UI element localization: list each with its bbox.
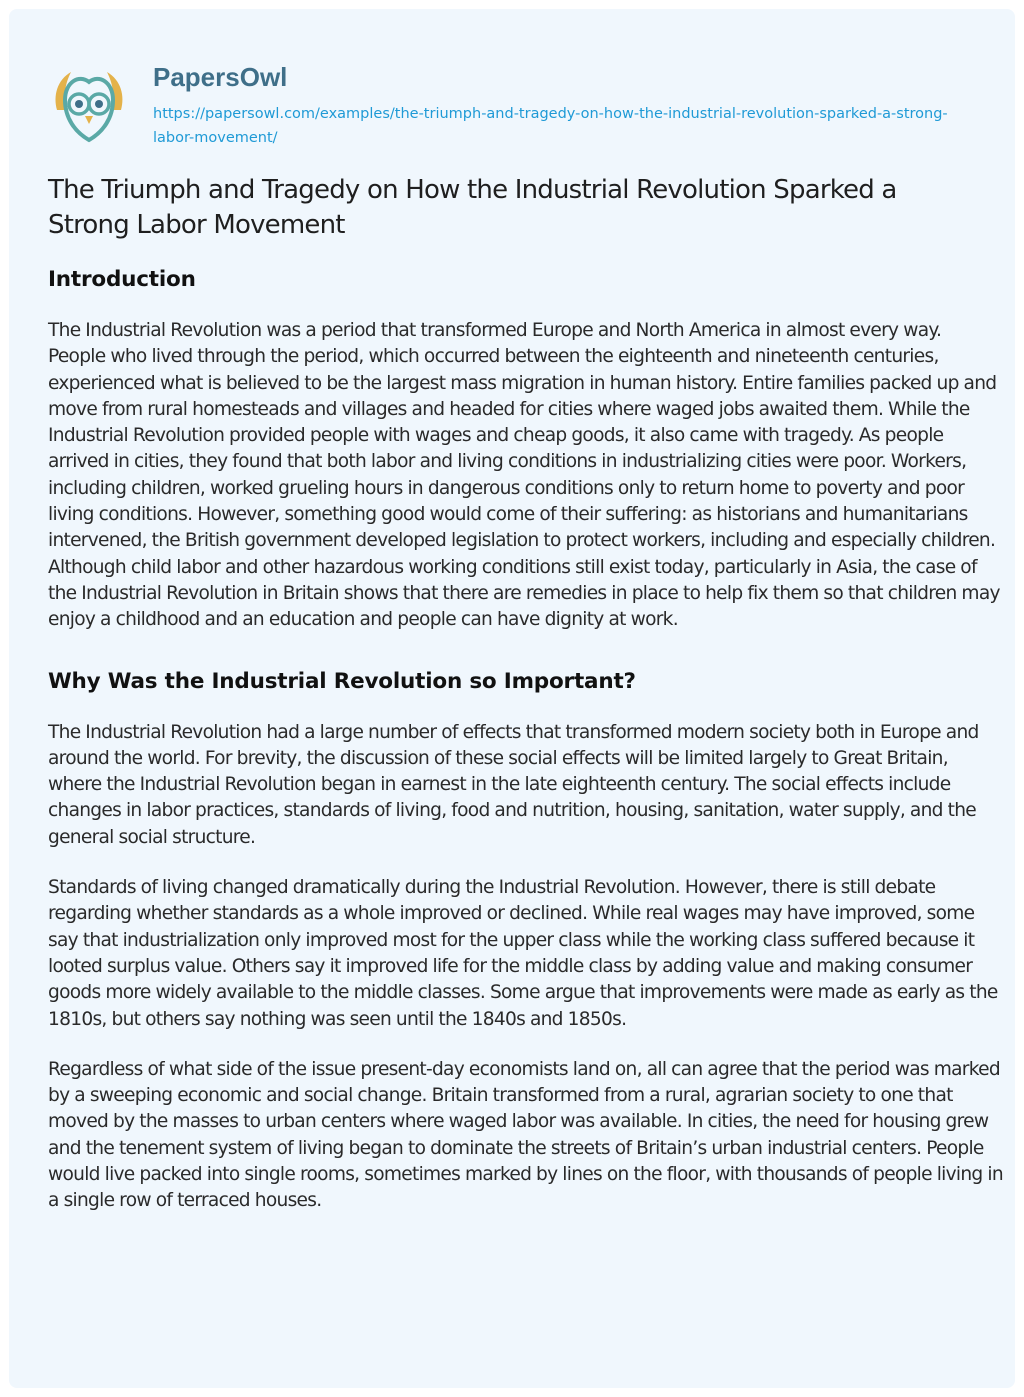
section-heading-importance: Why Was the Industrial Revolution so Important?	[48, 668, 636, 694]
document-body	[48, 265, 1003, 1239]
owl-logo-icon	[49, 66, 129, 146]
paragraph: The Industrial Revolution had a large number of effects that transformed modern society both in Europe and around the world. For brevity, the discussion of these social effects will be limited largely to Great Britain, where the Industrial Revolution began in earnest in the late eighteenth century. The social effects include changes in labor practices, standards of living, food and nutrition, housing, sanitation, water supply, and the general social structure.	[48, 721, 979, 848]
paragraph: Regardless of what side of the issue present-day economists land on, all can agree that the period was marked by a sweeping economic and social change. Britain transformed from a rural, agrarian society to one that moved by the masses to urban centers where waged labor was available. In cities, the need for housing grew and the tenement system of living began to dominate the streets of Britain’s urban industrial centers. People would live packed into single rooms, sometimes marked by lines on the floor, with thousands of people living in a single row of terraced houses.	[48, 1058, 1003, 1212]
paragraph: The Industrial Revolution was a period that transformed Europe and North America in almost every way. People who lived through the period, which occurred between the eighteenth and nineteenth centuries, experienced what is believed to be the largest mass migration in human history. Entire families packed up and move from rural homesteads and villages and headed for cities where waged jobs awaited them. While the Industrial Revolution provided people with wages and cheap goods, it also came with tragedy. As people arrived in cities, they found that both labor and living conditions in industrializing cities were poor. Workers, including children, worked grueling hours in dangerous conditions only to return home to poverty and poor living conditions. However, something good would come of their suffering: as historians and humanitarians intervened, the British government developed legislation to protect workers, including and especially children. Although child labor and other hazardous working conditions still exist today, particularly in Asia, the case of the Industrial Revolution in Britain shows that there are remedies in place to help fix them so that children may enjoy a childhood and an education and people can have dignity at work.	[48, 320, 1000, 631]
paragraph: Standards of living changed dramatically during the Industrial Revolution. However, there is still debate regarding whether standards as a whole improved or declined. While real wages may have improved, some say that industrialization only improved most for the upper class while the working class suffered because it looted surplus value. Others say it improved life for the middle class by adding value and making consumer goods more widely available to the middle classes. Some argue that improvements were made as early as the 1810s, but others say nothing was seen until the 1840s and 1850s.	[48, 877, 998, 1030]
document-title: The Triumph and Tragedy on How the Industrial Revolution Sparked a Strong Labor Movement	[48, 175, 897, 240]
source-url[interactable]: https://papersowl.com/examples/the-triumph-and-tragedy-on-how-the-industrial-revolution-sparked-a-strong-labor-movement/	[153, 106, 948, 146]
brand-name[interactable]: PapersOwl	[153, 62, 288, 92]
document-page	[9, 9, 1015, 1388]
section-heading-introduction: Introduction	[48, 267, 196, 292]
